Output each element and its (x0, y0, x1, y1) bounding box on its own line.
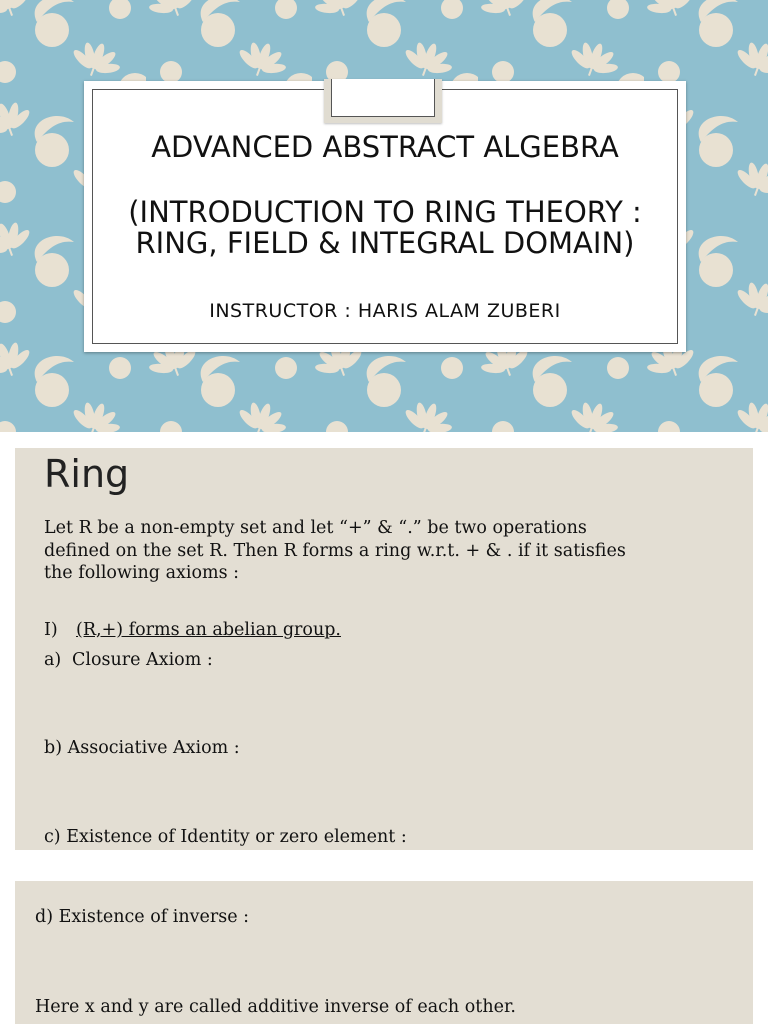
intro-line-1: Let R be a non-empty set and let “+” & “.” be two operations (44, 518, 587, 538)
closure-axiom (44, 650, 213, 670)
ring-definition-text (44, 517, 724, 585)
abelian-group-item (44, 620, 341, 640)
identity-axiom: c) Existence of Identity or zero element : (44, 827, 407, 847)
title-card-tab (324, 79, 442, 123)
item-number: I) (44, 620, 58, 640)
abelian-group-text: (R,+) forms an abelian group. (76, 620, 341, 640)
inverse-axiom: d) Existence of inverse : (35, 907, 250, 927)
subtitle-line-1: (INTRODUCTION TO RING THEORY : (128, 195, 642, 229)
instructor-name: INSTRUCTOR : HARIS ALAM ZUBERI (209, 300, 561, 322)
slide-heading: Ring (44, 452, 130, 496)
closure-text: Closure Axiom : (72, 650, 213, 670)
title-card (84, 81, 686, 352)
title-slide (0, 0, 768, 432)
closure-marker: a) (44, 650, 62, 670)
ring-definition-slide (15, 448, 753, 850)
presentation-title: ADVANCED ABSTRACT ALGEBRA (151, 130, 619, 164)
inverse-slide (15, 881, 753, 1024)
subtitle-line-2: RING, FIELD & INTEGRAL DOMAIN) (135, 226, 635, 260)
associative-axiom: b) Associative Axiom : (44, 738, 240, 758)
additive-inverse-note: Here x and y are called additive inverse of each other. (35, 997, 516, 1017)
intro-line-2: defined on the set R. Then R forms a ring w.r.t. + & . if it satisfies (44, 540, 626, 561)
intro-line-3: the following axioms : (44, 563, 240, 583)
